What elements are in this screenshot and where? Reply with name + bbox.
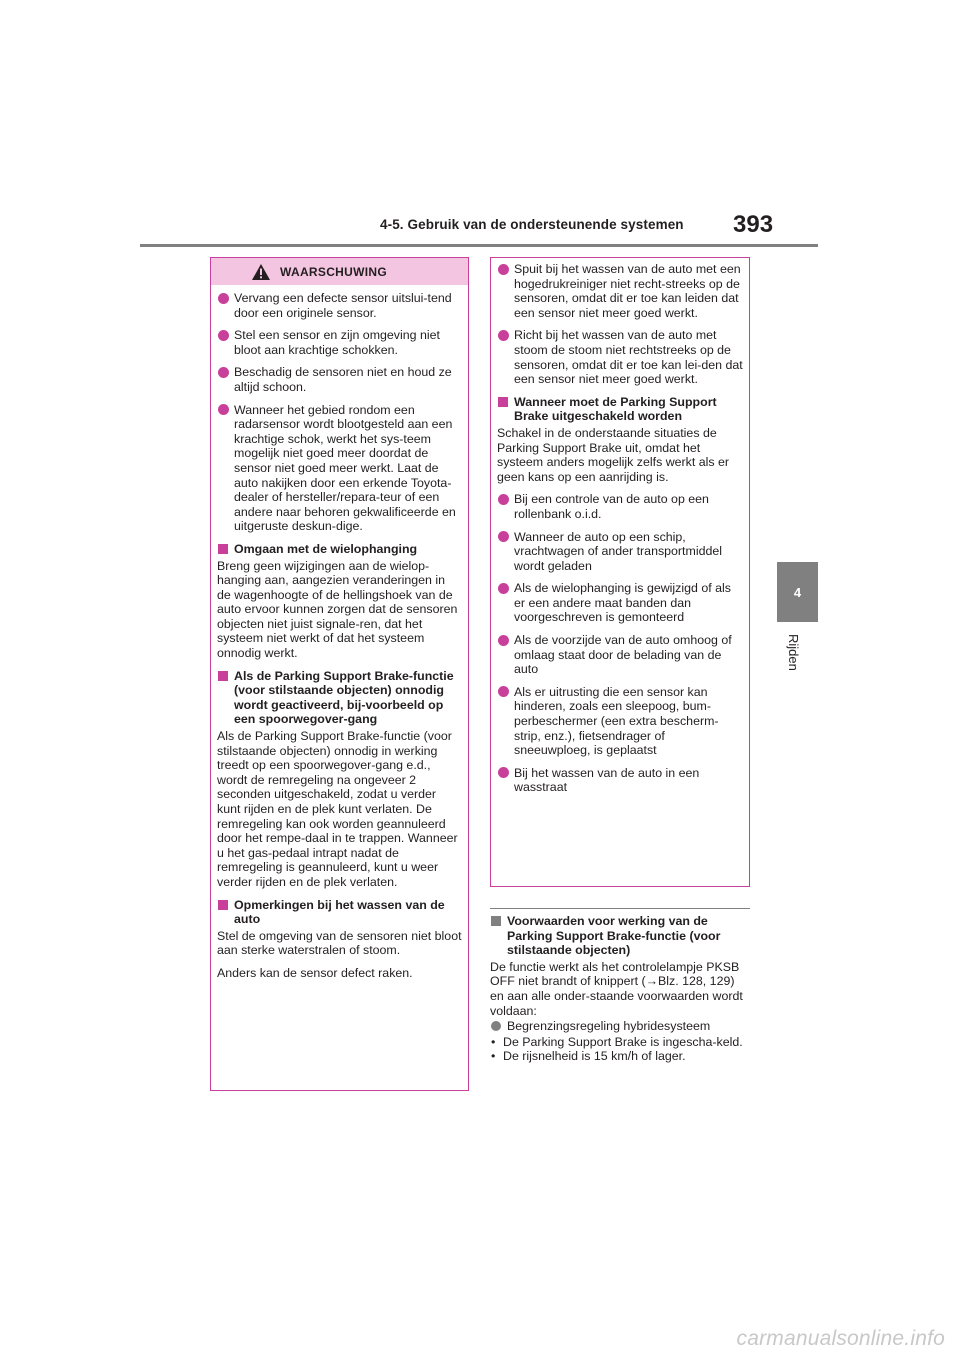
chapter-number: 4: [793, 584, 802, 600]
disable-bullet: Bij het wassen van de auto in een wasstraat: [497, 766, 743, 795]
page-number: 393: [733, 211, 774, 238]
washing-bullet: Spuit bij het wassen van de auto met een hogedrukreiniger niet recht-streeks op de sensoren, omdat dit er toe kan leiden dat een sensor niet meer goed werkt.: [497, 262, 743, 320]
warning-header: [211, 258, 468, 285]
chapter-tab[interactable]: [777, 562, 818, 622]
disable-bullet: Als de voorzijde van de auto omhoog of omlaag staat door de belading van de auto: [497, 633, 743, 677]
warning-bullet: Beschadig de sensoren niet en houd ze altijd schoon.: [217, 365, 462, 394]
disable-bullet: Als er uitrusting die een sensor kan hinderen, zoals een sleepoog, bum-perbeschermer (een extra bescherm-strip, enz.), fietsendrager of sneeuwploeg, is geplaatst: [497, 685, 743, 758]
operating-conditions-section: [490, 908, 750, 1064]
condition-item: • De Parking Support Brake is ingescha-keld.: [490, 1035, 750, 1050]
disable-bullet: Wanneer de auto op een schip, vrachtwagen of ander transportmiddel wordt geladen: [497, 530, 743, 574]
section-heading-disable: Wanneer moet de Parking Support Brake uitgeschakeld worden: [497, 395, 743, 424]
condition-item: • De rijsnelheid is 15 km/h of lager.: [490, 1049, 750, 1064]
warning-triangle-icon: [252, 264, 270, 280]
section-text-washing: Stel de omgeving van de sensoren niet bloot aan sterke waterstralen of stoom.: [217, 928, 462, 958]
warning-bullet: Wanneer het gebied rondom een radarsensor wordt blootgesteld aan een krachtige schok, werkt het sys-teem mogelijk niet goed meer doordat de sensor niet goed meer werkt. Laat de auto nakijken door een erkende Toyota-dealer of hersteller/repara-teur of een andere naar behoren gekwalificeerde en uitgeruste deskun-dige.: [217, 403, 462, 534]
section-title: 4-5. Gebruik van de ondersteunende systemen: [380, 217, 684, 232]
disable-bullet: Als de wielophanging is gewijzigd of als er een andere maat banden dan voorgeschreven is gemonteerd: [497, 581, 743, 625]
section-heading-unneeded-activation: Als de Parking Support Brake-functie (voor stilstaande objecten) onnodig wordt geactiveerd, bij-voorbeeld op een spoorwegover-gang: [217, 669, 462, 727]
section-heading-washing: Opmerkingen bij het wassen van de auto: [217, 898, 462, 927]
warning-bullet: Vervang een defecte sensor uitslui-tend door een originele sensor.: [217, 291, 462, 320]
washing-bullet: Richt bij het wassen van de auto met stoom de stoom niet rechtstreeks op de sensoren, omdat dit er toe kan lei-den dat een sensor niet meer goed werkt.: [497, 328, 743, 386]
section-text-disable: Schakel in de onderstaande situaties de Parking Support Brake uit, omdat het systeem anders mogelijk zelfs werkt als er geen kans op een aanrijding is.: [497, 425, 730, 484]
section-text-conditions: De functie werkt als het controlelampje PKSB OFF niet brandt of knippert (→Blz. 128, 129) en aan alle onder-staande voorwaarden wordt voldaan:: [490, 959, 743, 1018]
conditions-bullet: Begrenzingsregeling hybridesysteem: [490, 1019, 750, 1034]
disable-bullet: Bij een controle van de auto op een rollenbank o.i.d.: [497, 492, 743, 521]
section-text-washing-note: Anders kan de sensor defect raken.: [217, 965, 413, 980]
header-divider: [140, 244, 818, 247]
section-heading-conditions: Voorwaarden voor werking van de Parking Support Brake-functie (voor stilstaande objecten): [490, 914, 750, 958]
section-heading-suspension: Omgaan met de wielophanging: [217, 542, 462, 557]
watermark: carmanualsonline.info: [736, 1327, 945, 1350]
section-text-unneeded-activation: Als de Parking Support Brake-functie (voor stilstaande objecten) onnodig in werking treedt op een spoorwegover-gang e.d., wordt de remregeling na ongeveer 2 seconden uitgeschakeld, zodat u verder kunt rijden en de plek kunt verlaten. De remregeling kan ook worden geannuleerd door het rempe-daal in te trappen. Wanneer u het gas-pedaal intrapt nadat de remregeling is geannuleerd, kunt u weer verder rijden en de plek verlaten.: [217, 729, 458, 889]
warning-title: WAARSCHUWING: [280, 264, 387, 279]
warning-bullet: Stel een sensor en zijn omgeving niet bloot aan krachtige schokken.: [217, 328, 462, 357]
chapter-label: Rijden: [786, 634, 801, 671]
warning-box: [210, 257, 469, 1091]
section-text-suspension: Breng geen wijzigingen aan de wielop-hanging aan, aangezien veranderingen in de wagenhoogte of de hellingshoek van de auto ervoor kunnen zorgen dat de sensoren objecten niet juist signale-ren, dat het systeem niet werkt of dat het systeem onnodig werkt.: [217, 558, 458, 661]
warning-box-continued: [490, 257, 750, 887]
